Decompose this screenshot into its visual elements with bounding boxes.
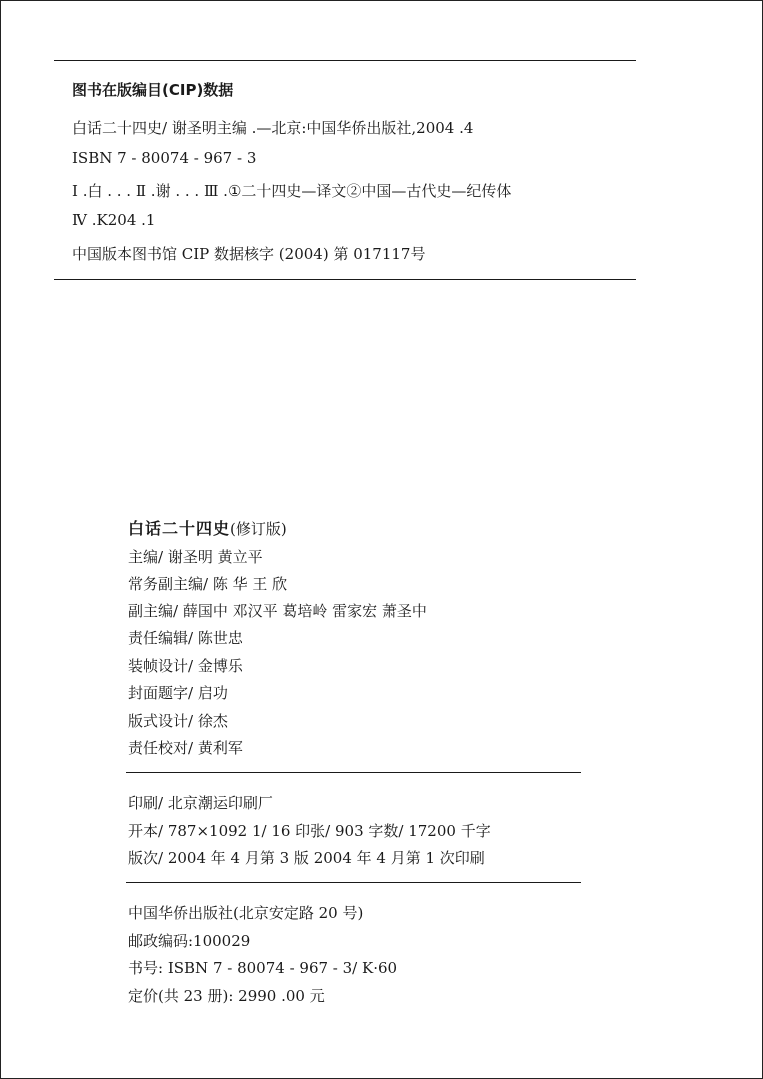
credit-cover-title: 封面题字/ 启功 <box>128 684 228 702</box>
printing-rule <box>126 882 581 883</box>
cip-isbn: ISBN 7 - 80074 - 967 - 3 <box>72 149 257 167</box>
cip-classification-1: Ⅰ .白 . . . Ⅱ .谢 . . . Ⅲ .①二十四史—译文②中国—古代史—纪传体 <box>72 182 512 200</box>
credit-layout-design: 版式设计/ 徐杰 <box>128 712 228 730</box>
credit-proofreader: 责任校对/ 黄利军 <box>128 739 243 757</box>
publisher-postal-code: 邮政编码:100029 <box>128 932 251 950</box>
cip-book-line: 白话二十四史/ 谢圣明主编 .—北京:中国华侨出版社,2004 .4 <box>72 119 474 137</box>
cip-classification-2: Ⅳ .K204 .1 <box>72 211 156 229</box>
credit-binding-design: 装帧设计/ 金博乐 <box>128 657 243 675</box>
credit-exec-deputy-editor: 常务副主编/ 陈 华 王 欣 <box>128 575 288 593</box>
publisher-book-number: 书号: ISBN 7 - 80074 - 967 - 3/ K·60 <box>128 959 398 977</box>
cip-record-number: 中国版本图书馆 CIP 数据核字 (2004) 第 017117号 <box>72 245 426 263</box>
credit-editor: 主编/ 谢圣明 黄立平 <box>128 548 263 566</box>
credit-responsible-editor: 责任编辑/ 陈世忠 <box>128 629 243 647</box>
credit-deputy-editors: 副主编/ 薛国中 邓汉平 葛培岭 雷家宏 萧圣中 <box>128 602 427 620</box>
cip-top-rule <box>54 60 636 61</box>
cip-bottom-rule <box>54 279 636 280</box>
printing-printer: 印刷/ 北京潮运印刷厂 <box>128 794 273 812</box>
printing-edition: 版次/ 2004 年 4 月第 3 版 2004 年 4 月第 1 次印刷 <box>128 849 485 867</box>
edition-note: (修订版) <box>230 520 287 538</box>
book-title: 白话二十四史 <box>128 519 231 538</box>
credits-rule <box>126 772 581 773</box>
cip-heading: 图书在版编目(CIP)数据 <box>72 81 234 99</box>
publisher-price: 定价(共 23 册): 2990 .00 元 <box>128 987 325 1005</box>
printing-format: 开本/ 787×1092 1/ 16 印张/ 903 字数/ 17200 千字 <box>128 822 491 840</box>
book-title-line <box>128 519 287 539</box>
publisher-name: 中国华侨出版社(北京安定路 20 号) <box>128 904 364 922</box>
